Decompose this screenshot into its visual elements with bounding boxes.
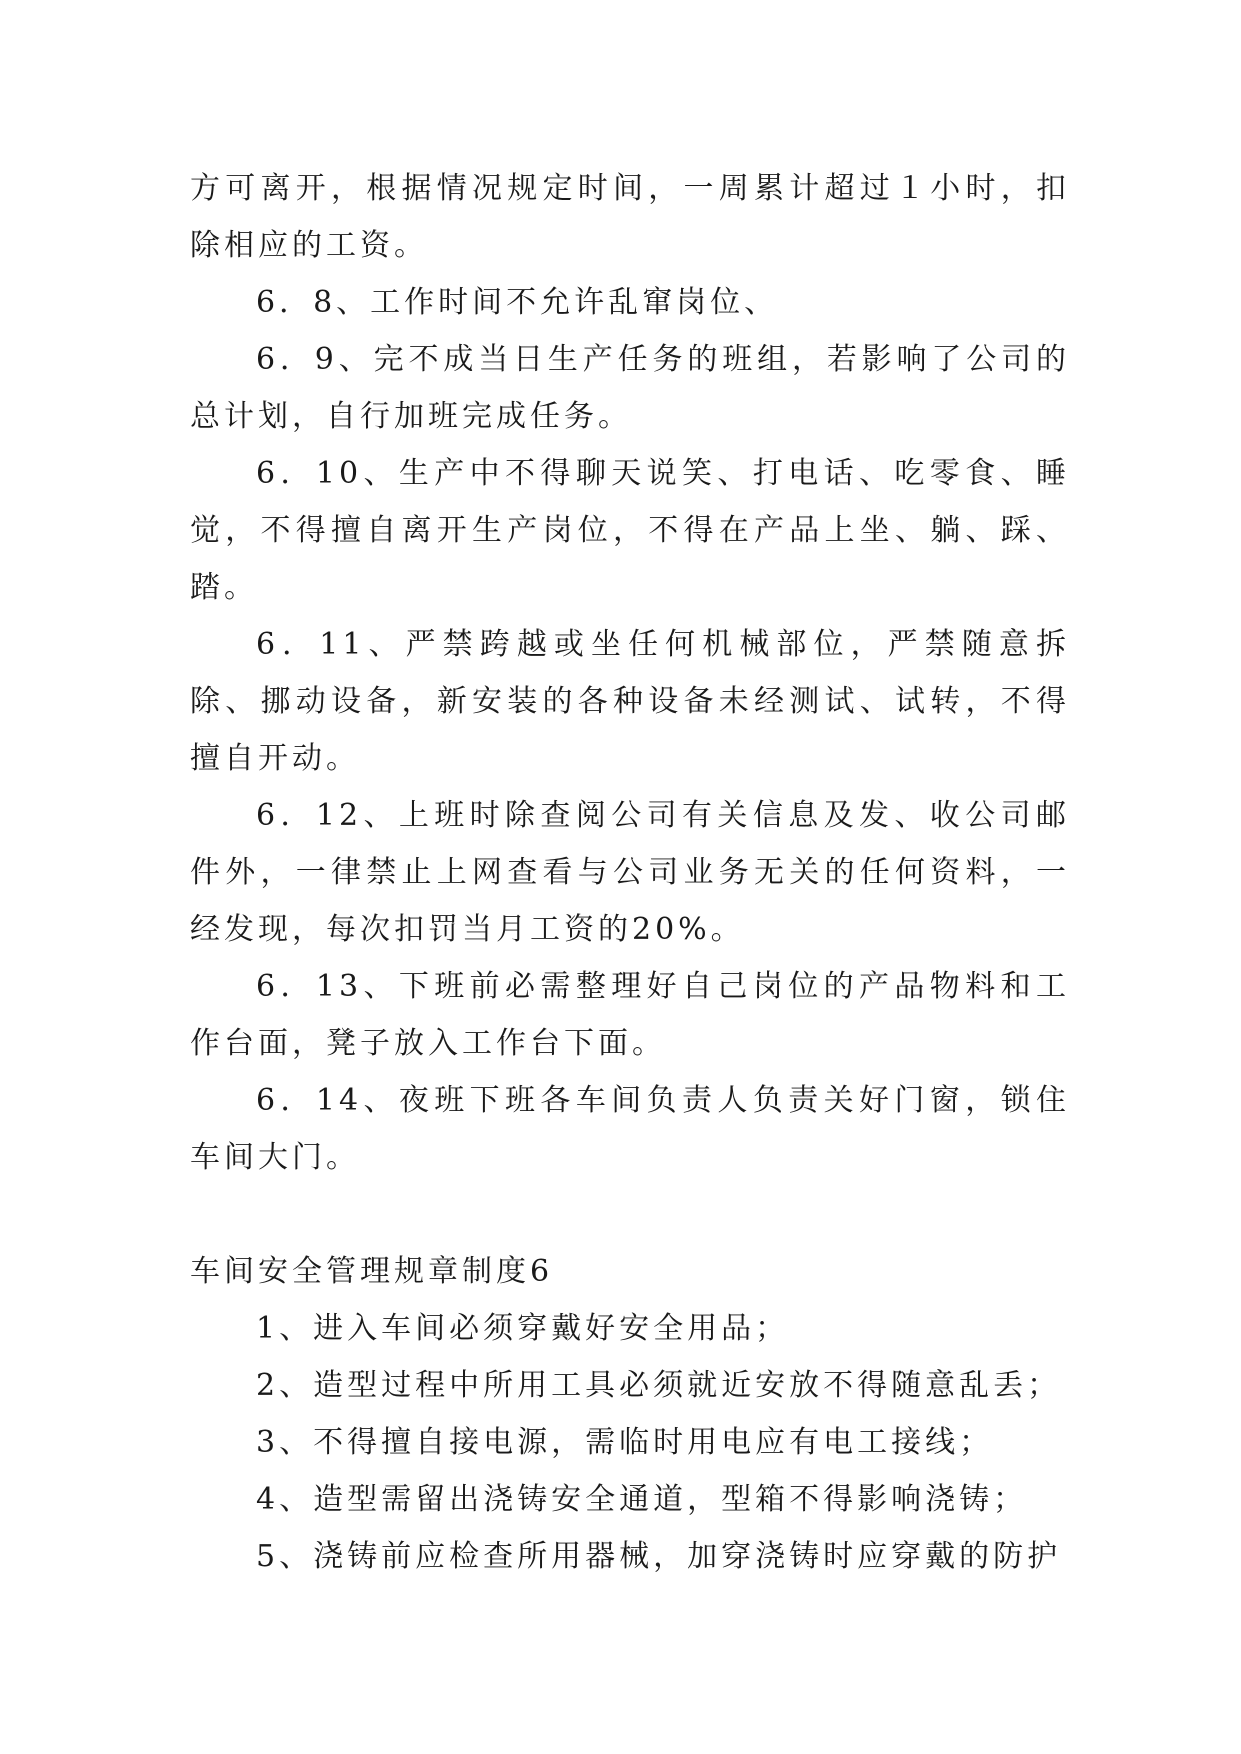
- paragraph-6-14: 6．14、夜班下班各车间负责人负责关好门窗，锁住车间大门。: [190, 1083, 1070, 1175]
- document-body: [190, 160, 1070, 1585]
- paragraph-6-11: 6．11、严禁跨越或坐任何机械部位，严禁随意拆除、挪动设备，新安装的各种设备未经测试、试转，不得擅自开动。: [190, 627, 1070, 776]
- paragraph-rule-3: 3、不得擅自接电源，需临时用电应有电工接线；: [256, 1425, 994, 1460]
- paragraph-6-10: 6．10、生产中不得聊天说笑、打电话、吃零食、睡觉，不得擅自离开生产岗位，不得在产品上坐、躺、踩、踏。: [190, 456, 1070, 605]
- section-title: 车间安全管理规章制度6: [190, 1254, 554, 1289]
- paragraph-rule-1: 1、进入车间必须穿戴好安全用品；: [256, 1311, 790, 1346]
- section-spacer: [190, 1186, 1070, 1243]
- paragraph-6-8: 6．8、工作时间不允许乱窜岗位、: [256, 285, 779, 320]
- paragraph-rule-5: 5、浇铸前应检查所用器械，加穿浇铸时应穿戴的防护: [256, 1539, 1062, 1574]
- paragraph-6-12: 6．12、上班时除查阅公司有关信息及发、收公司邮件外，一律禁止上网查看与公司业务无关的任何资料，一经发现，每次扣罚当月工资的20%。: [190, 798, 1070, 947]
- paragraph-rule-4: 4、造型需留出浇铸安全通道，型箱不得影响浇铸；: [256, 1482, 1028, 1517]
- paragraph-continuation: 方可离开，根据情况规定时间，一周累计超过１小时，扣除相应的工资。: [190, 171, 1070, 263]
- paragraph-rule-2: 2、造型过程中所用工具必须就近安放不得随意乱丢；: [256, 1368, 1062, 1403]
- paragraph-6-9: 6．9、完不成当日生产任务的班组，若影响了公司的总计划，自行加班完成任务。: [190, 342, 1070, 434]
- paragraph-6-13: 6．13、下班前必需整理好自己岗位的产品物料和工作台面，凳子放入工作台下面。: [190, 969, 1070, 1061]
